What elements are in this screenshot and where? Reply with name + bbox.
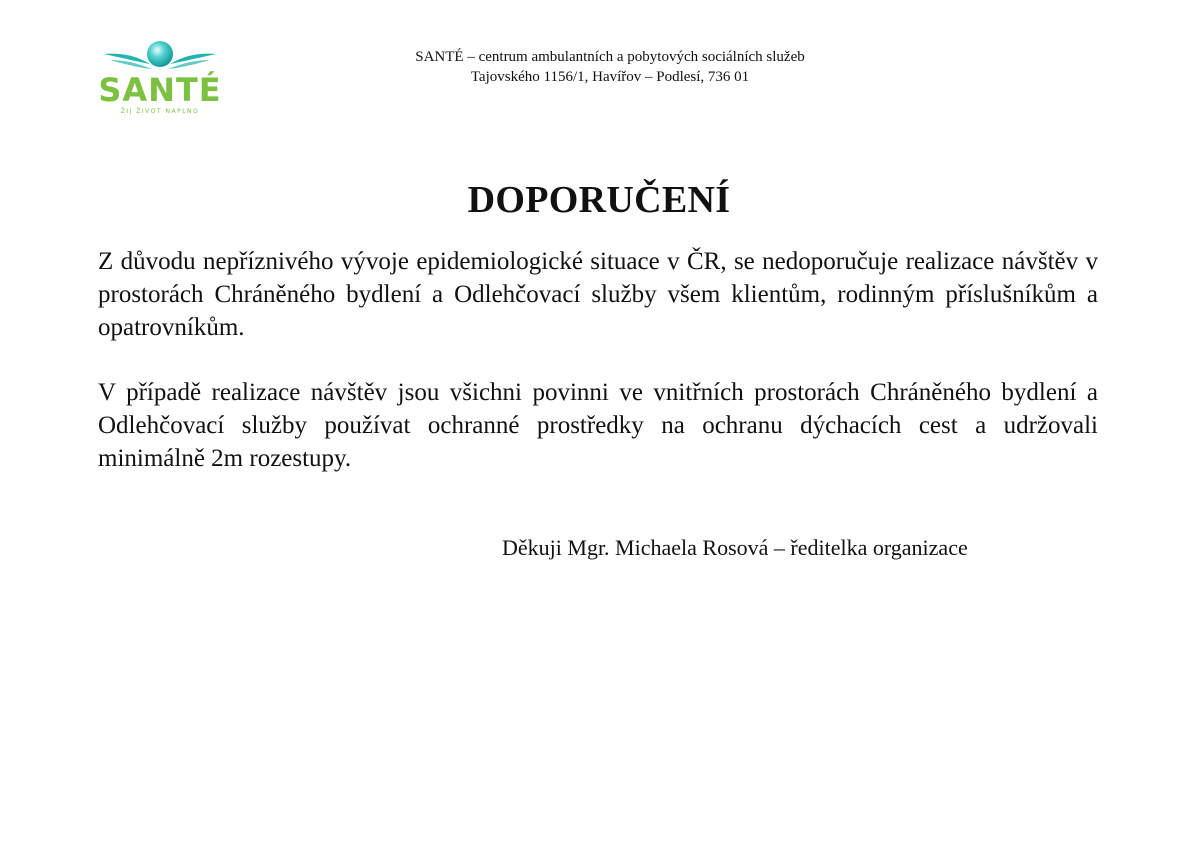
sante-logo xyxy=(100,38,220,118)
paragraph-recommendation: Z důvodu nepříznivého vývoje epidemiologické situace v ČR, se nedoporučuje realizace návštěv v prostorách Chráněného bydlení a Odlehčovací služby všem klientům, rodinným příslušníkům a opatrovníkům. xyxy=(98,248,1098,341)
document-title: DOPORUČENÍ xyxy=(467,179,731,221)
sante-logo-graphic xyxy=(100,38,220,118)
organization-name: SANTÉ – centrum ambulantních a pobytových sociálních služeb xyxy=(415,49,805,65)
organization-header xyxy=(330,47,890,87)
logo-slogan: ŽIJ ŽIVOT NAPLNO xyxy=(120,108,200,115)
logo-wordmark: SANTÉ xyxy=(100,71,220,109)
signature: Děkuji Mgr. Michaela Rosová – ředitelka organizace xyxy=(502,535,968,560)
paragraph-visit-rules: V případě realizace návštěv jsou všichni povinni ve vnitřních prostorách Chráněného bydlení a Odlehčovací služby používat ochranné prostředky na ochranu dýchacích cest a udržovali minimálně 2m rozestupy. xyxy=(98,379,1098,472)
organization-address: Tajovského 1156/1, Havířov – Podlesí, 736 01 xyxy=(470,69,750,85)
